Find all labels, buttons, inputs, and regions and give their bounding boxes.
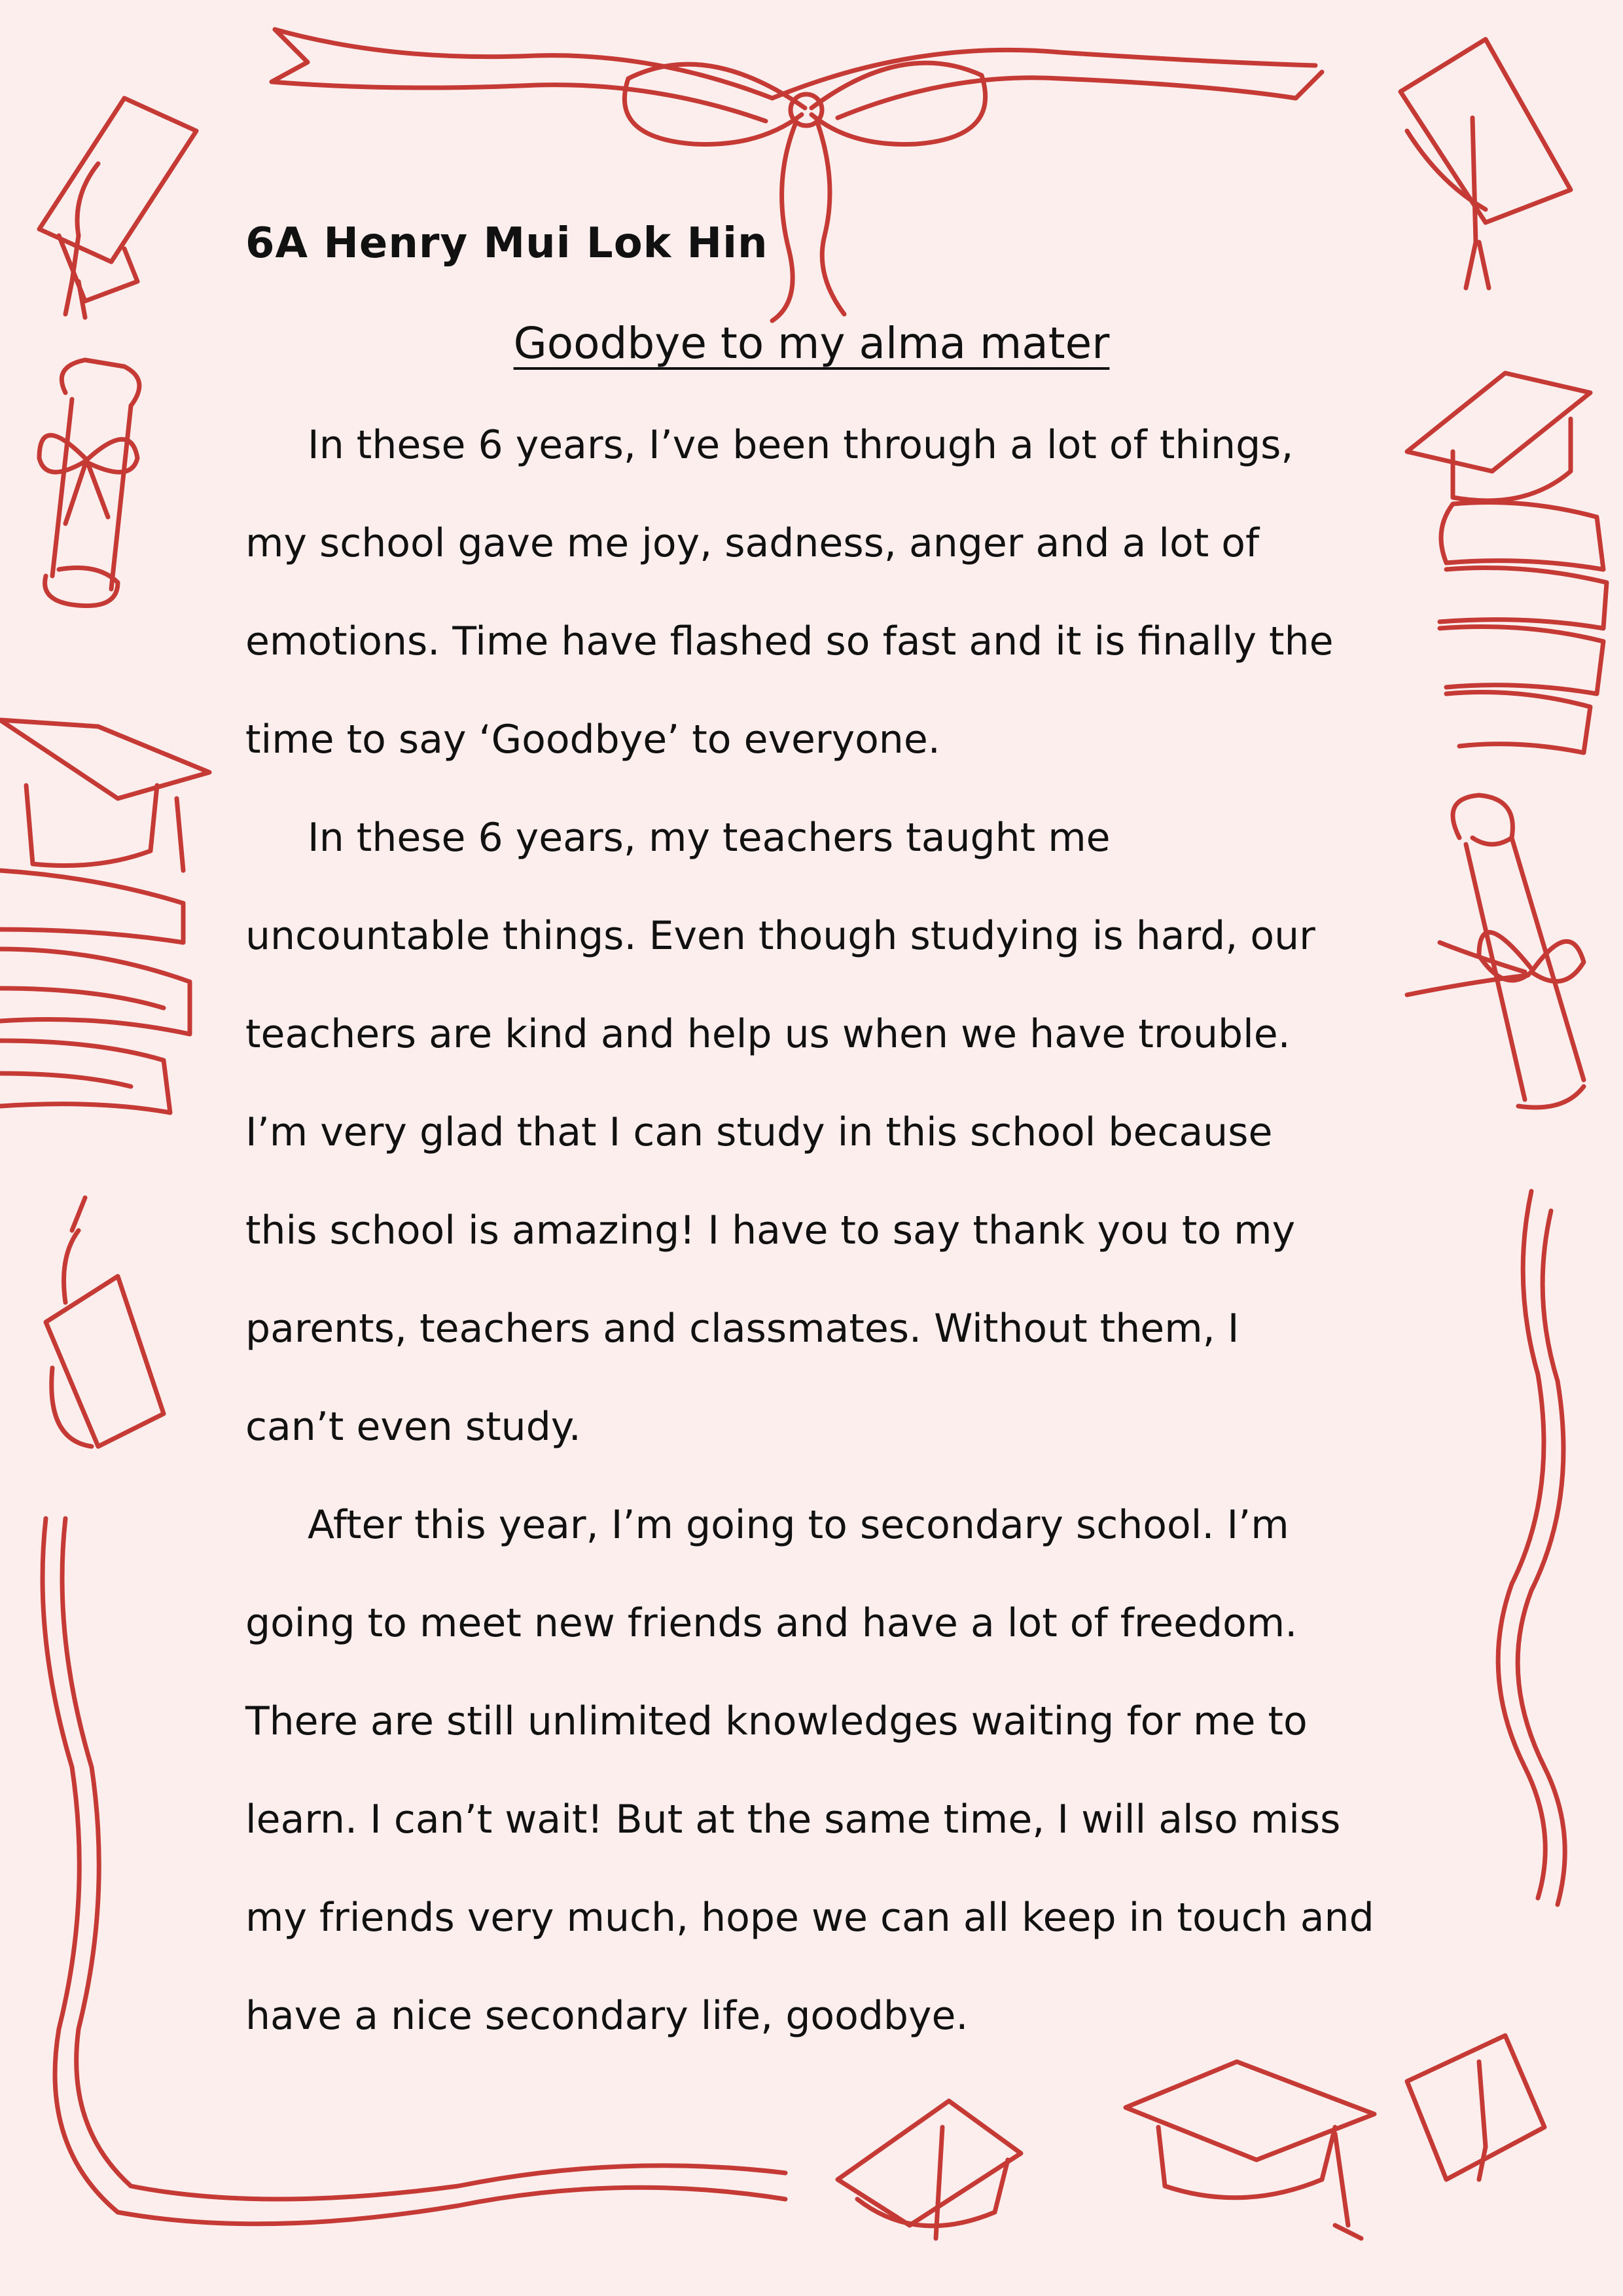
- essay-line: parents, teachers and classmates. Without them, I: [245, 1306, 1240, 1352]
- essay-line: learn. I can’t wait! But at the same time, I will also miss: [245, 1797, 1341, 1842]
- essay-line: going to meet new friends and have a lot of freedom.: [245, 1600, 1298, 1646]
- diploma-scroll-icon: [39, 360, 139, 606]
- essay-line: There are still unlimited knowledges waiting for me to: [245, 1698, 1308, 1744]
- essay-line: this school is amazing! I have to say thank you to my: [245, 1208, 1296, 1253]
- essay-line: can’t even study.: [245, 1404, 581, 1450]
- essay-line: In these 6 years, I’ve been through a lot of things,: [308, 422, 1294, 468]
- essay-line: my friends very much, hope we can all keep in touch and: [245, 1895, 1374, 1941]
- essay-line: In these 6 years, my teachers taught me: [308, 815, 1111, 861]
- essay-line: my school gave me joy, sadness, anger and a lot of: [245, 520, 1260, 566]
- essay-line: After this year, I’m going to secondary school. I’m: [308, 1502, 1289, 1548]
- essay-line: emotions. Time have flashed so fast and it is finally the: [245, 619, 1334, 664]
- graduation-cap-icon: [1400, 39, 1571, 288]
- graduation-cap-icon: [39, 98, 196, 317]
- graduation-cap-icon: [1407, 2036, 1544, 2179]
- ribbon-bow-icon: [272, 29, 1322, 321]
- graduation-cap-icon: [46, 1198, 164, 1446]
- essay-line: uncountable things. Even though studying is hard, our: [245, 913, 1315, 959]
- graduation-cap-icon: [838, 2101, 1021, 2238]
- essay-line: have a nice secondary life, goodbye.: [245, 1993, 969, 2039]
- graduation-cap-icon: [1126, 2062, 1374, 2238]
- essay-line: I’m very glad that I can study in this school because: [245, 1109, 1273, 1155]
- ribbon-streamer-icon: [1498, 1191, 1565, 1905]
- essay-line: teachers are kind and help us when we have trouble.: [245, 1011, 1291, 1057]
- book-stack-icon: [0, 720, 209, 1113]
- author-name: 6A Henry Mui Lok Hin: [245, 219, 768, 268]
- essay-title: Goodbye to my alma mater: [513, 318, 1110, 368]
- essay-line: time to say ‘Goodbye’ to everyone.: [245, 717, 940, 762]
